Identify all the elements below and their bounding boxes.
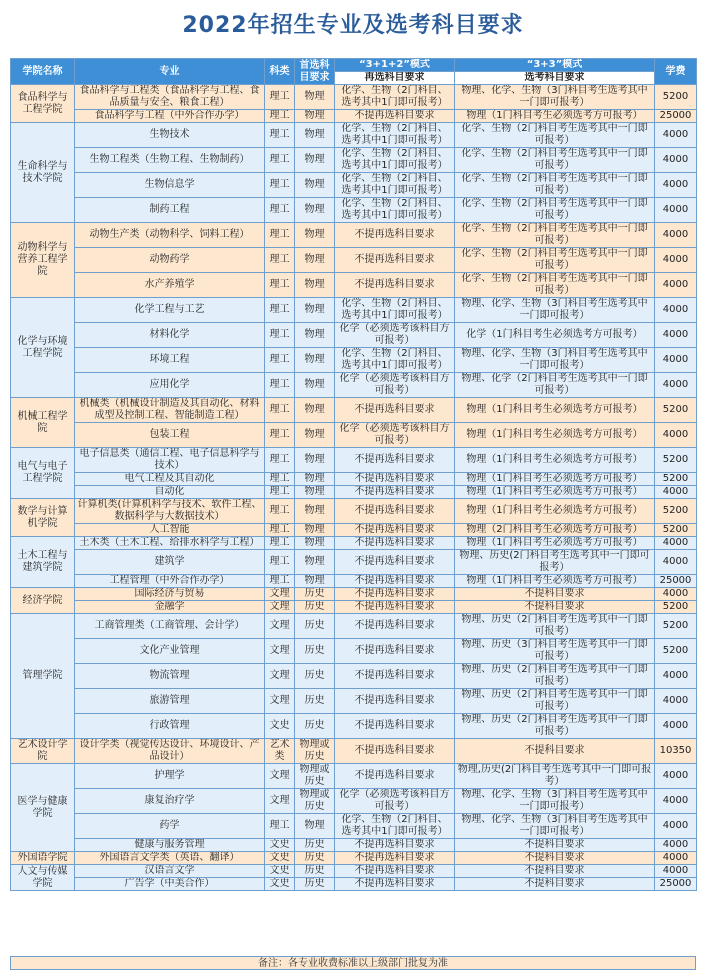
mode-a-requirement: 不提再选科目要求 [335,614,455,639]
first-subject-cell: 历史 [295,852,335,865]
mode-a-requirement: 化学、生物（2门科目、选考其中1门即可报考） [335,85,455,110]
major-name: 水产养殖学 [75,273,265,298]
first-subject-cell: 物理 [295,550,335,575]
mode-b-requirement: 不提科目要求 [455,852,655,865]
table-row [11,223,697,248]
mode-a-requirement: 不提再选科目要求 [335,852,455,865]
tuition-fee: 5200 [655,499,697,524]
tuition-fee: 4000 [655,550,697,575]
category-cell: 理工 [265,248,295,273]
tuition-fee: 25000 [655,878,697,891]
category-cell: 理工 [265,524,295,537]
first-subject-cell: 物理 [295,537,335,550]
major-name: 物流管理 [75,664,265,689]
tuition-fee: 4000 [655,423,697,448]
category-cell: 艺术类 [265,739,295,764]
mode-b-requirement: 不提科目要求 [455,601,655,614]
mode-a-requirement: 不提再选科目要求 [335,110,455,123]
major-name: 材料化学 [75,323,265,348]
college-name: 外国语学院 [11,852,75,865]
header-first-subject [295,59,335,85]
mode-b-requirement: 物理,历史(2门科目考生选考其中一门即可报考） [455,764,655,789]
tuition-fee: 10350 [655,739,697,764]
mode-b-requirement: 物理、历史（2门科目考生选考其中一门即可报考） [455,614,655,639]
mode-b-requirement: 物理、化学、生物（3门科目考生选考其中一门即可报考） [455,85,655,110]
mode-b-requirement: 物理、化学、生物（3门科目考生选考其中一门即可报考） [455,348,655,373]
college-name: 机械工程学院 [11,398,75,448]
category-cell: 文理 [265,588,295,601]
mode-a-requirement: 化学、生物（2门科目、选考其中1门即可报考） [335,148,455,173]
first-subject-cell: 历史 [295,614,335,639]
table-row [11,789,697,814]
first-subject-cell: 物理 [295,499,335,524]
tuition-fee: 4000 [655,223,697,248]
mode-b-requirement: 物理（1门科目考生必须选考方可报考） [455,448,655,473]
first-subject-cell: 历史 [295,839,335,852]
first-subject-cell: 物理 [295,423,335,448]
major-name: 旅游管理 [75,689,265,714]
header-first-subject-line2: 目要求 [299,71,330,83]
footnote: 备注：各专业收费标准以上级部门批复为准 [10,956,696,970]
major-name: 计算机类(计算机科学与技术、软件工程、数据科学与大数据技术） [75,499,265,524]
major-name: 动物药学 [75,248,265,273]
tuition-fee: 4000 [655,323,697,348]
table-row [11,839,697,852]
first-subject-cell: 历史 [295,588,335,601]
table-row [11,273,697,298]
mode-b-requirement: 物理（1门科目考生必须选考方可报考） [455,499,655,524]
first-subject-cell: 物理或历史 [295,789,335,814]
major-name: 制药工程 [75,198,265,223]
category-cell: 理工 [265,148,295,173]
category-cell: 理工 [265,373,295,398]
mode-a-requirement: 不提再选科目要求 [335,273,455,298]
mode-b-requirement: 化学、生物（2门科目考生选考其中一门即可报考） [455,148,655,173]
tuition-fee: 4000 [655,298,697,323]
tuition-fee: 4000 [655,764,697,789]
first-subject-cell: 历史 [295,714,335,739]
table-row [11,486,697,499]
mode-b-requirement: 物理（1门科目考生必须选考方可报考） [455,398,655,423]
college-name: 生命科学与技术学院 [11,123,75,223]
table-row [11,85,697,110]
tuition-fee: 5200 [655,524,697,537]
tuition-fee: 4000 [655,248,697,273]
first-subject-cell: 物理 [295,348,335,373]
mode-a-requirement: 不提再选科目要求 [335,537,455,550]
header-college: 学院名称 [11,59,75,85]
tuition-fee: 4000 [655,814,697,839]
first-subject-cell: 物理 [295,123,335,148]
first-subject-cell: 物理 [295,448,335,473]
mode-a-requirement: 不提再选科目要求 [335,764,455,789]
first-subject-cell: 物理 [295,298,335,323]
tuition-fee: 4000 [655,348,697,373]
tuition-fee: 5200 [655,473,697,486]
header-category: 科类 [265,59,295,85]
mode-a-requirement: 不提再选科目要求 [335,473,455,486]
tuition-fee: 5200 [655,614,697,639]
table-row [11,852,697,865]
category-cell: 理工 [265,550,295,575]
category-cell: 文理 [265,664,295,689]
category-cell: 文理 [265,689,295,714]
college-name: 土木工程与建筑学院 [11,537,75,588]
mode-b-requirement: 物理、化学、生物（3门科目考生选考其中一门即可报考） [455,814,655,839]
table-row [11,614,697,639]
mode-a-requirement: 不提再选科目要求 [335,223,455,248]
major-name: 康复治疗学 [75,789,265,814]
header-mode-a: “3+1+2”模式 [335,59,455,72]
college-name: 医学与健康学院 [11,764,75,852]
category-cell: 理工 [265,486,295,499]
tuition-fee: 25000 [655,110,697,123]
table-row [11,198,697,223]
table-row [11,148,697,173]
mode-b-requirement: 物理（1门科目考生必须选考方可报考） [455,537,655,550]
first-subject-cell: 物理 [295,198,335,223]
major-name: 文化产业管理 [75,639,265,664]
admissions-table [10,58,697,891]
category-cell: 理工 [265,85,295,110]
header-first-subject-line1: 首选科 [299,59,330,71]
mode-b-requirement: 物理、化学（2门科目考生选考其中一门即可报考） [455,373,655,398]
table-row [11,473,697,486]
category-cell: 文史 [265,714,295,739]
category-cell: 文史 [265,865,295,878]
tuition-fee: 5200 [655,639,697,664]
tuition-fee: 4000 [655,486,697,499]
table-row [11,110,697,123]
mode-b-requirement: 不提科目要求 [455,739,655,764]
major-name: 护理学 [75,764,265,789]
mode-b-requirement: 物理（1门科目考生必须选考方可报考） [455,423,655,448]
mode-a-requirement: 化学、生物（2门科目、选考其中1门即可报考） [335,348,455,373]
table-row [11,423,697,448]
mode-a-requirement: 不提再选科目要求 [335,398,455,423]
first-subject-cell: 物理 [295,473,335,486]
college-name: 艺术设计学院 [11,739,75,764]
category-cell: 文理 [265,639,295,664]
first-subject-cell: 物理 [295,575,335,588]
table-body [11,85,697,891]
first-subject-cell: 历史 [295,664,335,689]
college-name: 电气与电子工程学院 [11,448,75,499]
mode-a-requirement: 不提再选科目要求 [335,524,455,537]
tuition-fee: 4000 [655,664,697,689]
mode-b-requirement: 物理（1门科目考生必须选考方可报考） [455,473,655,486]
mode-b-requirement: 化学、生物（2门科目考生选考其中一门即可报考） [455,173,655,198]
table-row [11,173,697,198]
major-name: 外国语言文学类（英语、翻译） [75,852,265,865]
mode-b-requirement: 物理（2门科目考生必须选考方可报考） [455,524,655,537]
page-title: 2022年招生专业及选考科目要求 [182,13,524,38]
tuition-fee: 25000 [655,575,697,588]
mode-a-requirement: 化学（必须选考该科目方可报考） [335,423,455,448]
category-cell: 理工 [265,198,295,223]
tuition-fee: 4000 [655,839,697,852]
category-cell: 理工 [265,323,295,348]
tuition-fee: 4000 [655,537,697,550]
category-cell: 理工 [265,123,295,148]
mode-b-requirement: 物理（1门科目考生必须选考方可报考） [455,486,655,499]
mode-a-requirement: 化学（必须选考该科目方可报考） [335,323,455,348]
major-name: 化学工程与工艺 [75,298,265,323]
mode-a-requirement: 不提再选科目要求 [335,588,455,601]
table-row [11,524,697,537]
major-name: 药学 [75,814,265,839]
category-cell: 理工 [265,448,295,473]
category-cell: 理工 [265,348,295,373]
category-cell: 文史 [265,839,295,852]
first-subject-cell: 物理 [295,373,335,398]
major-name: 工商管理类（工商管理、会计学） [75,614,265,639]
tuition-fee: 4000 [655,714,697,739]
table-row [11,739,697,764]
mode-b-requirement: 不提科目要求 [455,865,655,878]
category-cell: 理工 [265,223,295,248]
category-cell: 理工 [265,814,295,839]
mode-a-requirement: 不提再选科目要求 [335,248,455,273]
table-row [11,814,697,839]
mode-a-requirement: 不提再选科目要求 [335,664,455,689]
category-cell: 理工 [265,575,295,588]
major-name: 自动化 [75,486,265,499]
mode-b-requirement: 化学、生物（2门科目考生选考其中一门即可报考） [455,123,655,148]
table-row [11,878,697,891]
first-subject-cell: 物理 [295,273,335,298]
tuition-fee: 5200 [655,601,697,614]
mode-a-requirement: 不提再选科目要求 [335,639,455,664]
tuition-fee: 5200 [655,448,697,473]
mode-a-requirement: 不提再选科目要求 [335,689,455,714]
tuition-fee: 5200 [655,398,697,423]
table-row [11,373,697,398]
college-name: 食品科学与工程学院 [11,85,75,123]
mode-b-requirement: 物理、化学、生物（3门科目考生选考其中一门即可报考） [455,298,655,323]
major-name: 食品科学与工程（中外合作办学） [75,110,265,123]
first-subject-cell: 历史 [295,639,335,664]
major-name: 包装工程 [75,423,265,448]
mode-b-requirement: 化学、生物（2门科目考生选考其中一门即可报考） [455,198,655,223]
major-name: 金融学 [75,601,265,614]
major-name: 广告学（中美合作） [75,878,265,891]
tuition-fee: 4000 [655,273,697,298]
category-cell: 理工 [265,273,295,298]
major-name: 环境工程 [75,348,265,373]
table-row [11,323,697,348]
tuition-fee: 4000 [655,148,697,173]
mode-b-requirement: 物理、历史（2门科目考生选考其中一门即可报考） [455,714,655,739]
major-name: 动物生产类（动物科学、饲料工程） [75,223,265,248]
mode-a-requirement: 化学、生物（2门科目、选考其中1门即可报考） [335,173,455,198]
table-row [11,714,697,739]
major-name: 生物工程类（生物工程、生物制药） [75,148,265,173]
mode-a-requirement: 化学、生物（2门科目、选考其中1门即可报考） [335,814,455,839]
mode-a-requirement: 化学、生物（2门科目、选考其中1门即可报考） [335,123,455,148]
category-cell: 文理 [265,601,295,614]
category-cell: 理工 [265,173,295,198]
table-row [11,764,697,789]
major-name: 行政管理 [75,714,265,739]
category-cell: 理工 [265,473,295,486]
major-name: 设计学类（视觉传达设计、环境设计、产品设计） [75,739,265,764]
first-subject-cell: 物理 [295,173,335,198]
mode-a-requirement: 化学（必须选考该科目方可报考） [335,789,455,814]
table-row [11,448,697,473]
first-subject-cell: 物理 [295,85,335,110]
college-name: 化学与环境工程学院 [11,298,75,398]
table-row [11,601,697,614]
mode-b-requirement: 物理、化学、生物（3门科目考生选考其中一门即可报考） [455,789,655,814]
major-name: 电气工程及其自动化 [75,473,265,486]
tuition-fee: 4000 [655,689,697,714]
major-name: 汉语言文学 [75,865,265,878]
mode-a-requirement: 不提再选科目要求 [335,714,455,739]
first-subject-cell: 物理 [295,814,335,839]
mode-b-requirement: 化学、生物（2门科目考生选考其中一门即可报考） [455,273,655,298]
major-name: 工程管理（中外合作办学） [75,575,265,588]
college-name: 数学与计算机学院 [11,499,75,537]
first-subject-cell: 物理 [295,398,335,423]
tuition-fee: 4000 [655,373,697,398]
first-subject-cell: 物理 [295,323,335,348]
table-row [11,298,697,323]
first-subject-cell: 历史 [295,601,335,614]
mode-a-requirement: 不提再选科目要求 [335,839,455,852]
major-name: 机械类（机械设计制造及其自动化、材料成型及控制工程、智能制造工程） [75,398,265,423]
college-name: 人文与传媒学院 [11,865,75,891]
mode-b-requirement: 物理、历史（2门科目考生选考其中一门即可报考） [455,664,655,689]
major-name: 生物信息学 [75,173,265,198]
table-row [11,123,697,148]
first-subject-cell: 历史 [295,689,335,714]
major-name: 人工智能 [75,524,265,537]
header-mode-b: “3+3”模式 [455,59,655,72]
table-row [11,248,697,273]
mode-b-requirement: 不提科目要求 [455,588,655,601]
tuition-fee: 4000 [655,588,697,601]
table-row [11,348,697,373]
category-cell: 理工 [265,499,295,524]
tuition-fee: 4000 [655,123,697,148]
table-row [11,537,697,550]
header-mode-a-sub: 再选科目要求 [335,72,455,85]
first-subject-cell: 物理 [295,524,335,537]
mode-a-requirement: 不提再选科目要求 [335,550,455,575]
major-name: 电子信息类（通信工程、电子信息科学与技术） [75,448,265,473]
mode-b-requirement: 化学、生物（2门科目考生选考其中一门即可报考） [455,223,655,248]
header-mode-b-sub: 选考科目要求 [455,72,655,85]
mode-a-requirement: 不提再选科目要求 [335,486,455,499]
table-row [11,639,697,664]
mode-b-requirement: 物理（1门科目考生必须选考方可报考） [455,575,655,588]
category-cell: 文理 [265,789,295,814]
header-fee: 学费 [655,59,697,85]
first-subject-cell: 历史 [295,878,335,891]
mode-a-requirement: 化学、生物（2门科目、选考其中1门即可报考） [335,198,455,223]
first-subject-cell: 物理 [295,486,335,499]
table-row [11,550,697,575]
mode-b-requirement: 不提科目要求 [455,839,655,852]
table-row [11,499,697,524]
category-cell: 理工 [265,537,295,550]
category-cell: 文史 [265,878,295,891]
first-subject-cell: 历史 [295,865,335,878]
first-subject-cell: 物理 [295,148,335,173]
mode-a-requirement: 不提再选科目要求 [335,575,455,588]
category-cell: 文理 [265,764,295,789]
table-row [11,588,697,601]
mode-b-requirement: 物理（1门科目考生必须选考方可报考） [455,110,655,123]
table-row [11,689,697,714]
first-subject-cell: 物理 [295,248,335,273]
table-row [11,398,697,423]
category-cell: 理工 [265,110,295,123]
major-name: 健康与服务管理 [75,839,265,852]
table-row [11,664,697,689]
mode-a-requirement: 不提再选科目要求 [335,878,455,891]
tuition-fee: 4000 [655,173,697,198]
major-name: 土木类（土木工程、给排水科学与工程） [75,537,265,550]
mode-b-requirement: 物理、历史(2门科目考生选考其中一门即可报考） [455,550,655,575]
mode-b-requirement: 不提科目要求 [455,878,655,891]
tuition-fee: 5200 [655,85,697,110]
mode-a-requirement: 不提再选科目要求 [335,499,455,524]
first-subject-cell: 物理 [295,110,335,123]
mode-b-requirement: 物理、历史（2门科目考生选考其中一门即可报考） [455,689,655,714]
category-cell: 理工 [265,298,295,323]
category-cell: 理工 [265,423,295,448]
mode-a-requirement: 化学、生物（2门科目、选考其中1门即可报考） [335,298,455,323]
category-cell: 文理 [265,614,295,639]
first-subject-cell: 物理或历史 [295,764,335,789]
category-cell: 理工 [265,398,295,423]
major-name: 国际经济与贸易 [75,588,265,601]
table-row [11,865,697,878]
mode-a-requirement: 不提再选科目要求 [335,739,455,764]
major-name: 食品科学与工程类（食品科学与工程、食品质量与安全、粮食工程） [75,85,265,110]
mode-a-requirement: 不提再选科目要求 [335,601,455,614]
tuition-fee: 4000 [655,852,697,865]
mode-a-requirement: 不提再选科目要求 [335,865,455,878]
first-subject-cell: 物理或历史 [295,739,335,764]
header-major: 专业 [75,59,265,85]
college-name: 动物科学与营养工程学院 [11,223,75,298]
major-name: 生物技术 [75,123,265,148]
major-name: 建筑学 [75,550,265,575]
tuition-fee: 4000 [655,198,697,223]
college-name: 管理学院 [11,614,75,739]
college-name: 经济学院 [11,588,75,614]
first-subject-cell: 物理 [295,223,335,248]
tuition-fee: 4000 [655,865,697,878]
major-name: 应用化学 [75,373,265,398]
mode-b-requirement: 化学、生物（2门科目考生选考其中一门即可报考） [455,248,655,273]
mode-a-requirement: 化学（必须选考该科目方可报考） [335,373,455,398]
category-cell: 文史 [265,852,295,865]
mode-a-requirement: 不提再选科目要求 [335,448,455,473]
table-row [11,575,697,588]
tuition-fee: 4000 [655,789,697,814]
mode-b-requirement: 物理、历史（3门科目考生选考其中一门即可报考） [455,639,655,664]
mode-b-requirement: 化学（1门科目考生必须选考方可报考） [455,323,655,348]
